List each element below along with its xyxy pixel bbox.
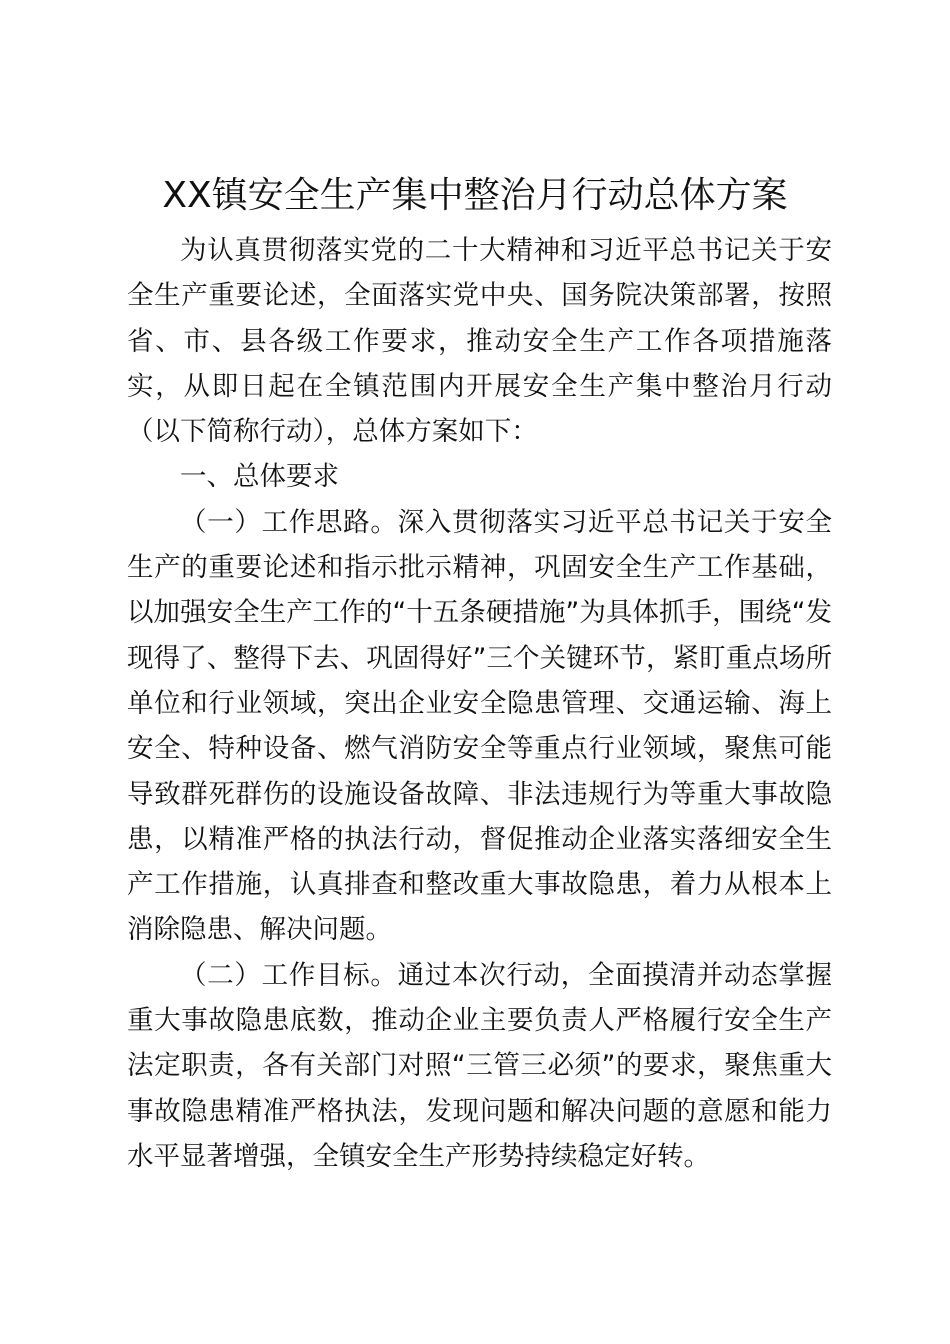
work-goals-paragraph: （二）工作目标。通过本次行动，全面摸清并动态掌握重大事故隐患底数，推动企业主要负责人严格履行安全生产法定职责，各有关部门对照“三管三必须”的要求，聚焦重大事故隐患精准严格执法，发现问题和解决问题的意愿和能力水平显著增强，全镇安全生产形势持续稳定好转。	[127, 959, 832, 1172]
document-body	[127, 228, 832, 1179]
section-heading-general-requirements: 一、总体要求	[180, 461, 339, 493]
document-title: XX镇安全生产集中整治月行动总体方案	[162, 175, 788, 216]
work-approach-paragraph: （一）工作思路。深入贯彻落实习近平总书记关于安全生产的重要论述和指示批示精神，巩固安全生产工作基础，以加强安全生产工作的“十五条硬措施”为具体抓手，围绕“发现得了、整得下去、巩固得好”三个关键环节，紧盯重点场所单位和行业领域，突出企业安全隐患管理、交通运输、海上安全、特种设备、燃气消防安全等重点行业领域，聚焦可能导致群死群伤的设施设备故障、非法违规行为等重大事故隐患，以精准严格的执法行动，督促推动企业落实落细安全生产工作措施，认真排查和整改重大事故隐患，着力从根本上消除隐患、解决问题。	[127, 506, 832, 946]
intro-paragraph: 为认真贯彻落实党的二十大精神和习近平总书记关于安全生产重要论述，全面落实党中央、国务院决策部署，按照省、市、县各级工作要求，推动安全生产工作各项措施落实，从即日起在全镇范围内开展安全生产集中整治月行动（以下简称行动），总体方案如下：	[127, 235, 832, 448]
